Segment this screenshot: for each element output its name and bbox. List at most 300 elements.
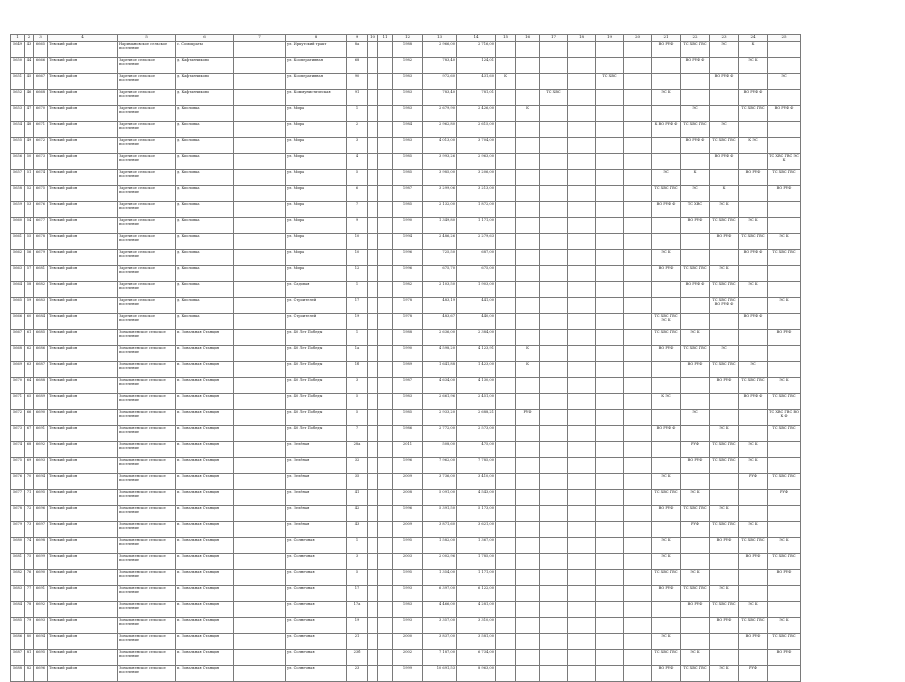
table-cell: 91 [347, 90, 368, 106]
table-cell [681, 474, 710, 490]
table-cell [568, 42, 596, 58]
table-cell [624, 554, 652, 570]
table-cell: 1 [347, 538, 368, 554]
table-cell [624, 570, 652, 586]
table-cell: 2000 [393, 634, 423, 650]
table-cell [596, 618, 624, 634]
table-cell: 1 171,00 [457, 218, 496, 234]
table-cell [368, 442, 378, 458]
table-cell: 441,00 [457, 298, 496, 314]
table-cell: Зональненское сельское поселение [118, 618, 176, 634]
table-cell: 6696 [34, 506, 48, 522]
table-cell [516, 266, 540, 282]
table-cell: Зональненское сельское поселение [118, 522, 176, 538]
table-cell: 4 598,20 [423, 346, 457, 362]
table-cell: 6670 [34, 106, 48, 122]
table-cell: 5658 [11, 186, 25, 202]
table-cell: Тевский район [48, 218, 118, 234]
table-cell: РУФ [739, 666, 768, 682]
table-cell: 2011 [393, 442, 423, 458]
table-cell: 1 [347, 282, 368, 298]
table-cell [596, 490, 624, 506]
table-cell [768, 522, 801, 538]
table-cell [568, 122, 596, 138]
table-cell: 5656 [11, 154, 25, 170]
table-cell: 5674 [11, 442, 25, 458]
table-cell [624, 90, 652, 106]
table-cell: К [739, 42, 768, 58]
table-cell: РУФ [768, 490, 801, 506]
table-cell: 81 [25, 650, 34, 666]
table-cell [624, 362, 652, 378]
table-cell [768, 122, 801, 138]
table-cell: ТС ХВС ГВС [710, 362, 739, 378]
table-cell: 1999 [393, 666, 423, 682]
table-cell: 6 122,00 [457, 586, 496, 602]
table-cell: ТС ХВС ГВС [710, 442, 739, 458]
table-cell [516, 314, 540, 330]
table-cell: 1 872,00 [457, 202, 496, 218]
table-cell [596, 218, 624, 234]
table-cell: Зональненское сельское поселение [118, 426, 176, 442]
table-cell: Зональненское сельское поселение [118, 330, 176, 346]
table-cell: ул. Зелёная [286, 442, 347, 458]
table-cell: ЭС К [681, 330, 710, 346]
table-cell [624, 426, 652, 442]
table-cell: 5688 [11, 666, 25, 682]
table-cell: ул. Солнечная [286, 666, 347, 682]
table-cell [568, 634, 596, 650]
table-cell: 2003 [393, 554, 423, 570]
table-cell [378, 346, 393, 362]
table-cell: Тевский район [48, 58, 118, 74]
table-cell: ул. Мира [286, 122, 347, 138]
table-cell: 43 [25, 42, 34, 58]
table-cell [496, 282, 516, 298]
table-cell [368, 586, 378, 602]
table-cell: п. Зональная Станция [176, 346, 234, 362]
table-cell [368, 458, 378, 474]
table-cell [368, 106, 378, 122]
table-cell: ТС ХВС ГВС [681, 346, 710, 362]
table-cell [768, 90, 801, 106]
table-cell [368, 522, 378, 538]
table-cell: Тевский район [48, 42, 118, 58]
table-cell: 475,00 [457, 442, 496, 458]
table-cell [624, 282, 652, 298]
table-cell [624, 618, 652, 634]
table-cell: 90 [347, 74, 368, 90]
table-cell [516, 330, 540, 346]
table-cell: ул. Солнечная [286, 586, 347, 602]
table-cell [234, 298, 286, 314]
table-cell [739, 330, 768, 346]
table-cell [710, 394, 739, 410]
table-cell [624, 346, 652, 362]
table-cell: Тевский район [48, 330, 118, 346]
table-cell [624, 202, 652, 218]
table-cell: 44 [25, 58, 34, 74]
table-cell: 71 [25, 490, 34, 506]
table-cell: ул. Зелёная [286, 474, 347, 490]
table-cell: 73 [25, 522, 34, 538]
table-cell [681, 250, 710, 266]
table-cell [496, 618, 516, 634]
column-number-header: 4 [48, 35, 118, 42]
table-cell [568, 218, 596, 234]
table-cell: ЭС К [739, 442, 768, 458]
table-cell: ул. Солнечная [286, 554, 347, 570]
table-cell: 51 [25, 170, 34, 186]
table-cell: 23 [347, 666, 368, 682]
table-cell: Тевский район [48, 618, 118, 634]
table-cell: Зональненское сельское поселение [118, 634, 176, 650]
table-cell: ТС ХВС ГВС [768, 474, 801, 490]
table-cell: 2 002,96 [423, 554, 457, 570]
table-cell [624, 378, 652, 394]
table-cell [496, 442, 516, 458]
table-cell [739, 410, 768, 426]
table-cell: 7 [347, 202, 368, 218]
table-cell: 4 634,00 [423, 378, 457, 394]
table-row [11, 250, 801, 266]
table-cell [568, 298, 596, 314]
table-cell [234, 522, 286, 538]
table-cell: 50 [25, 154, 34, 170]
table-cell: Зональненское сельское поселение [118, 442, 176, 458]
table-row [11, 570, 801, 586]
table-row [11, 314, 801, 330]
table-cell [540, 458, 568, 474]
table-cell: 783,40 [423, 58, 457, 74]
table-cell: ЭС К [768, 378, 801, 394]
table-cell: 17 [347, 586, 368, 602]
table-cell [496, 218, 516, 234]
table-cell [739, 154, 768, 170]
table-cell [540, 314, 568, 330]
table-cell: 5667 [11, 330, 25, 346]
table-cell: 1996 [393, 458, 423, 474]
table-cell: д. Кисловка [176, 154, 234, 170]
table-cell: 5665 [11, 298, 25, 314]
table-cell [234, 586, 286, 602]
table-cell [496, 314, 516, 330]
table-cell: ЭС К [710, 506, 739, 522]
table-cell: Тевский район [48, 170, 118, 186]
table-cell: 783,40 [423, 90, 457, 106]
table-cell: ВО РУФ [652, 346, 681, 362]
table-cell [496, 378, 516, 394]
table-cell: 32 [347, 458, 368, 474]
table-cell: ул. Солнечная [286, 570, 347, 586]
table-cell: 76 [25, 570, 34, 586]
table-cell [596, 586, 624, 602]
table-cell [234, 618, 286, 634]
table-cell [596, 330, 624, 346]
table-cell [652, 106, 681, 122]
table-cell: 6 [347, 186, 368, 202]
table-cell: 49 [25, 138, 34, 154]
table-row [11, 410, 801, 426]
table-cell: ТС ХВС ГВС [768, 554, 801, 570]
table-cell [739, 650, 768, 666]
table-cell: 6671 [34, 122, 48, 138]
table-cell [540, 42, 568, 58]
table-cell: Наримановское сельское поселение [118, 42, 176, 58]
table-cell: 6694 [34, 634, 48, 650]
table-cell: 1a [347, 346, 368, 362]
table-cell: ТС ХВС ГВС ВО РУФ Ф [710, 298, 739, 314]
table-cell [540, 378, 568, 394]
table-cell: 1996 [393, 266, 423, 282]
table-cell: ул. 40 Лет Победы [286, 426, 347, 442]
table-cell [516, 90, 540, 106]
table-cell: 5 [347, 394, 368, 410]
table-cell: 43 [347, 522, 368, 538]
table-cell: 5687 [11, 650, 25, 666]
table-cell [568, 410, 596, 426]
table-cell [516, 618, 540, 634]
table-cell: Зональненское сельское поселение [118, 570, 176, 586]
table-cell [540, 58, 568, 74]
table-cell [710, 490, 739, 506]
table-cell [234, 122, 286, 138]
table-cell [681, 394, 710, 410]
table-cell [652, 138, 681, 154]
table-row [11, 426, 801, 442]
table-cell [516, 442, 540, 458]
table-cell: 7 785,00 [457, 458, 496, 474]
column-number-header: 6 [176, 35, 234, 42]
table-cell: Заречное сельское поселение [118, 74, 176, 90]
table-cell: ВО РУФ [652, 666, 681, 682]
table-cell [368, 330, 378, 346]
table-cell [596, 378, 624, 394]
table-cell [652, 234, 681, 250]
table-cell [624, 234, 652, 250]
table-cell [568, 346, 596, 362]
table-cell: Заречное сельское поселение [118, 138, 176, 154]
table-cell: 4 123,91 [457, 346, 496, 362]
table-cell: 6681 [34, 266, 48, 282]
table-cell: 6674 [34, 170, 48, 186]
table-cell [768, 346, 801, 362]
table-cell [368, 362, 378, 378]
table-cell: Тевский район [48, 442, 118, 458]
table-body [11, 35, 801, 682]
table-cell: 1983 [393, 394, 423, 410]
table-cell [378, 202, 393, 218]
housing-registry-table [10, 34, 801, 682]
table-cell [540, 362, 568, 378]
table-cell [516, 170, 540, 186]
table-cell: 6686 [34, 346, 48, 362]
table-cell [368, 90, 378, 106]
table-cell: 42 [347, 506, 368, 522]
table-cell [378, 586, 393, 602]
table-cell [234, 538, 286, 554]
table-cell: ЭС [710, 42, 739, 58]
table-cell: 59 [25, 298, 34, 314]
table-cell: ул. Мира [286, 186, 347, 202]
table-row [11, 474, 801, 490]
table-cell: 1 [347, 330, 368, 346]
table-row [11, 666, 801, 682]
table-cell: п. Зональная Станция [176, 554, 234, 570]
table-cell [540, 298, 568, 314]
table-cell: ТС ХВС ГВС [739, 106, 768, 122]
table-cell: 1985 [393, 410, 423, 426]
table-cell: 17 [347, 298, 368, 314]
table-cell: Зональненское сельское поселение [118, 410, 176, 426]
table-cell: 6679 [34, 250, 48, 266]
table-cell [368, 42, 378, 58]
table-cell: 5652 [11, 90, 25, 106]
table-cell: ЭС К [768, 234, 801, 250]
table-cell: 6692 [34, 602, 48, 618]
table-cell: ТС ХВС [596, 74, 624, 90]
table-cell [378, 426, 393, 442]
table-cell: ТС ХВС ГВС [652, 570, 681, 586]
table-cell: ул. Иркутский тракт [286, 42, 347, 58]
table-cell [652, 282, 681, 298]
table-cell [368, 426, 378, 442]
table-cell [540, 138, 568, 154]
table-cell: 6685 [34, 330, 48, 346]
table-cell [378, 42, 393, 58]
table-cell [624, 394, 652, 410]
table-cell: К ЭС [739, 138, 768, 154]
table-cell [540, 122, 568, 138]
table-cell [234, 474, 286, 490]
table-row [11, 282, 801, 298]
table-cell [568, 570, 596, 586]
table-cell [516, 138, 540, 154]
table-cell [624, 490, 652, 506]
table-cell [234, 634, 286, 650]
table-cell [596, 650, 624, 666]
table-cell [739, 586, 768, 602]
table-cell: ВО РУФ [768, 186, 801, 202]
table-cell: Зональненское сельское поселение [118, 362, 176, 378]
table-cell: 3 [347, 378, 368, 394]
table-cell [568, 106, 596, 122]
table-cell: Тевский район [48, 650, 118, 666]
table-cell: 5686 [11, 634, 25, 650]
column-number-header: 11 [378, 35, 393, 42]
table-cell [596, 154, 624, 170]
table-cell: 8a [347, 42, 368, 58]
table-cell: ЭС К [710, 586, 739, 602]
table-cell [596, 298, 624, 314]
table-cell: 8 963,00 [457, 666, 496, 682]
table-cell [540, 218, 568, 234]
table-cell [516, 298, 540, 314]
table-cell [568, 314, 596, 330]
table-cell: Тевский район [48, 106, 118, 122]
table-cell [516, 250, 540, 266]
column-number-header: 7 [234, 35, 286, 42]
table-cell [568, 490, 596, 506]
table-cell [739, 298, 768, 314]
table-cell: ул. 40 Лет Победы [286, 362, 347, 378]
table-cell: 1978 [393, 314, 423, 330]
table-cell [540, 522, 568, 538]
table-cell [624, 42, 652, 58]
table-cell: Тевский район [48, 346, 118, 362]
table-cell: 3 993,26 [423, 154, 457, 170]
table-cell [368, 250, 378, 266]
table-cell: ТС ХВС ГВС ЭС К [768, 154, 801, 170]
column-number-header: 2 [25, 35, 34, 42]
table-row [11, 330, 801, 346]
table-cell: Тевский район [48, 122, 118, 138]
table-cell: д. Кисловка [176, 138, 234, 154]
table-cell: 1 582,00 [423, 538, 457, 554]
table-cell: Тевский район [48, 474, 118, 490]
table-cell: ВО РУФ [652, 586, 681, 602]
table-cell: 5663 [11, 266, 25, 282]
table-cell: РУФ [681, 442, 710, 458]
table-cell: 5675 [11, 458, 25, 474]
table-cell [568, 618, 596, 634]
table-cell [596, 474, 624, 490]
table-cell: 68 [347, 58, 368, 74]
table-cell: 5670 [11, 378, 25, 394]
table-cell: 2009 [393, 474, 423, 490]
table-cell: ВО РУФ [710, 234, 739, 250]
table-cell [516, 218, 540, 234]
table-cell: 6675 [34, 186, 48, 202]
table-cell [378, 154, 393, 170]
table-cell [739, 202, 768, 218]
table-cell [568, 202, 596, 218]
table-cell [739, 426, 768, 442]
table-cell: ТС ХВС ГВС [652, 650, 681, 666]
table-row [11, 522, 801, 538]
table-cell [516, 378, 540, 394]
table-cell: 5666 [11, 314, 25, 330]
table-cell: ЭС К [652, 474, 681, 490]
table-cell: ТС ХВС ГВС [652, 186, 681, 202]
table-cell [516, 586, 540, 602]
table-cell [378, 314, 393, 330]
table-cell: ТС ХВС ГВС [739, 538, 768, 554]
table-cell [710, 410, 739, 426]
table-cell: 68 [25, 442, 34, 458]
table-cell [516, 490, 540, 506]
table-row [11, 538, 801, 554]
table-cell [234, 554, 286, 570]
table-cell [540, 394, 568, 410]
table-cell [624, 474, 652, 490]
table-cell: 64 [25, 378, 34, 394]
table-cell: Тевский район [48, 234, 118, 250]
table-cell: 3 310,00 [457, 618, 496, 634]
table-cell: 1993 [393, 586, 423, 602]
table-cell [568, 458, 596, 474]
table-cell: Заречное сельское поселение [118, 314, 176, 330]
table-cell [768, 506, 801, 522]
table-cell [624, 650, 652, 666]
table-cell: 1983 [393, 74, 423, 90]
table-cell: 10 [347, 250, 368, 266]
table-cell [681, 378, 710, 394]
table-cell [652, 442, 681, 458]
table-cell [368, 410, 378, 426]
table-cell [234, 218, 286, 234]
table-cell: 1988 [393, 330, 423, 346]
